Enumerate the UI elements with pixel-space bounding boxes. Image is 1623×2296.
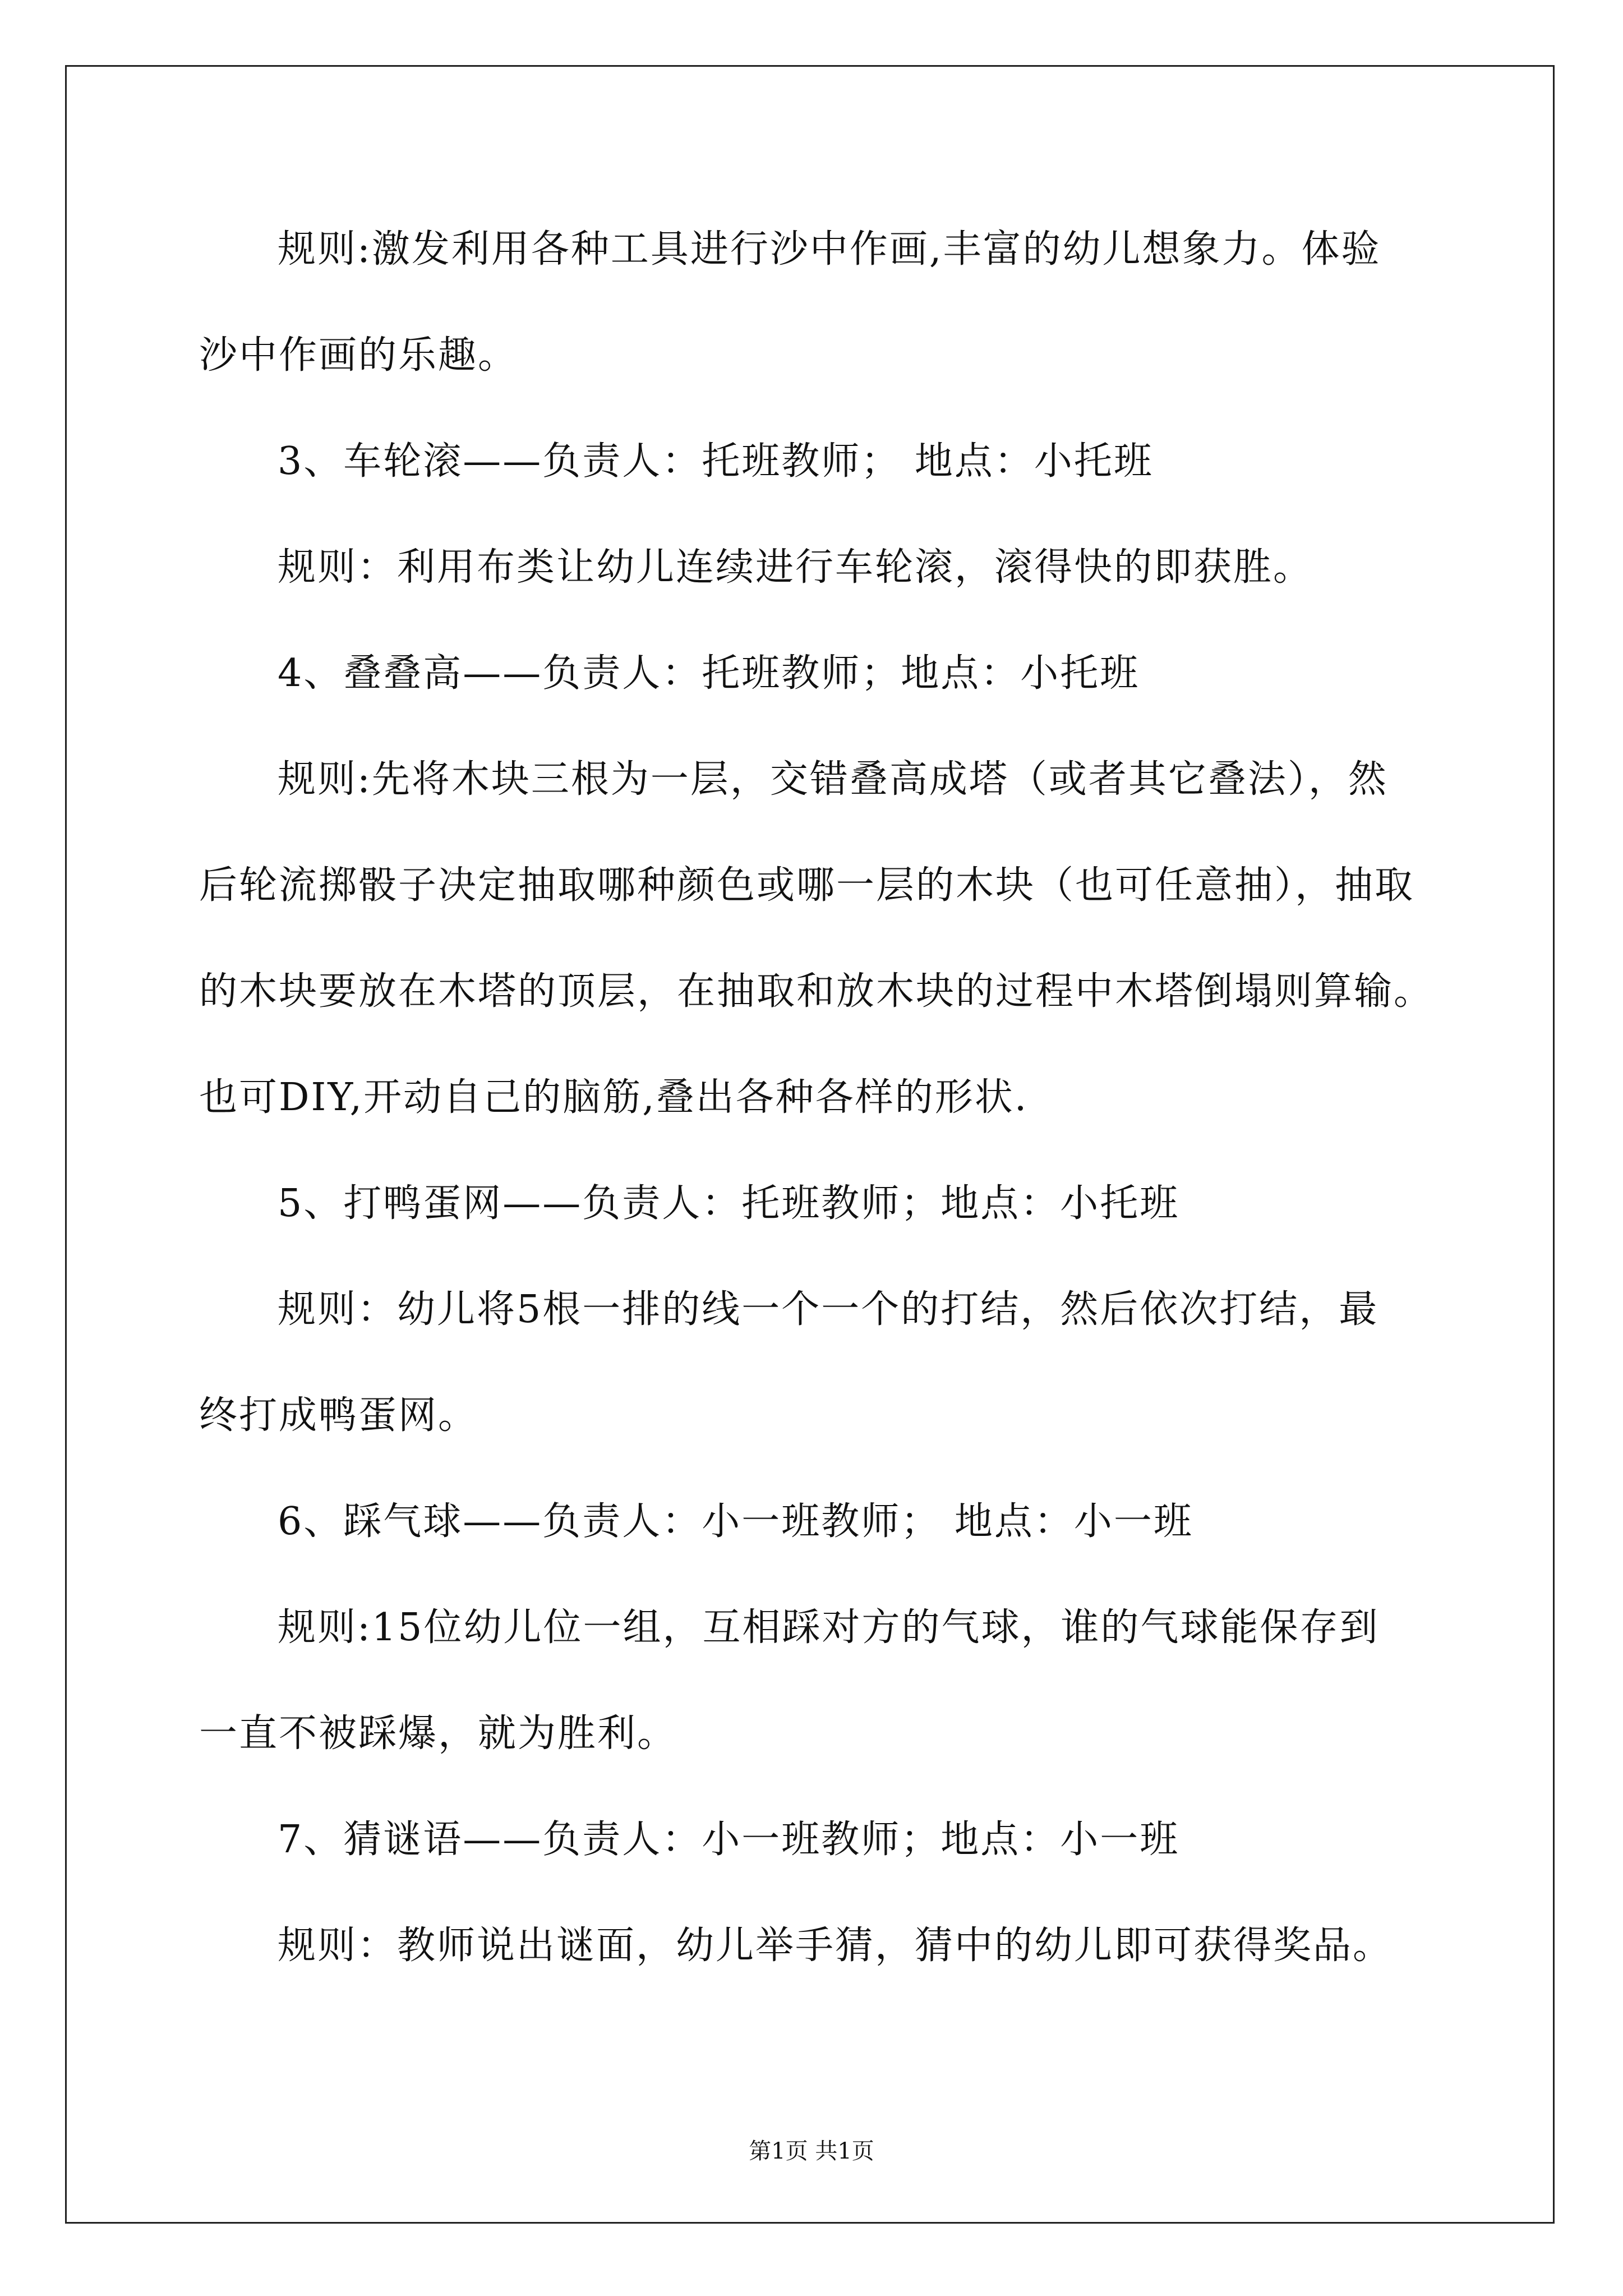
paragraph-line: 规则:激发利用各种工具进行沙中作画,丰富的幼儿想象力。体验 [278, 227, 1381, 272]
paragraph-line: 的木块要放在木塔的顶层，在抽取和放木块的过程中木塔倒塌则算输。 [199, 969, 1434, 1014]
paragraph-line: 规则：幼儿将5根一排的线一个一个的打结，然后依次打结，最 [278, 1287, 1379, 1332]
activity-heading: 6、踩气球——负责人：小一班教师； 地点：小一班 [278, 1499, 1193, 1544]
activity-heading: 5、打鸭蛋网——负责人：托班教师；地点：小托班 [278, 1181, 1180, 1226]
paragraph-line: 也可DIY,开动自己的脑筋,叠出各种各样的形状. [199, 1075, 1029, 1120]
paragraph-line: 一直不被踩爆，就为胜利。 [199, 1711, 677, 1756]
paragraph-line: 沙中作画的乐趣。 [199, 333, 518, 378]
paragraph-line: 规则:先将木块三根为一层，交错叠高成塔（或者其它叠法），然 [278, 757, 1388, 802]
paragraph-line: 终打成鸭蛋网。 [199, 1393, 478, 1438]
paragraph-line: 规则：利用布类让幼儿连续进行车轮滚，滚得快的即获胜。 [278, 545, 1313, 590]
paragraph-line: 规则：教师说出谜面，幼儿举手猜，猜中的幼儿即可获得奖品。 [278, 1924, 1393, 1968]
paragraph-line: 规则:15位幼儿位一组，互相踩对方的气球，谁的气球能保存到 [278, 1605, 1380, 1650]
activity-heading: 4、叠叠高——负责人：托班教师；地点：小托班 [278, 651, 1140, 696]
activity-heading: 7、猜谜语——负责人：小一班教师；地点：小一班 [278, 1818, 1180, 1862]
paragraph-line: 后轮流掷骰子决定抽取哪种颜色或哪一层的木块（也可任意抽），抽取 [199, 863, 1415, 908]
activity-heading: 3、车轮滚——负责人：托班教师； 地点：小托班 [278, 439, 1154, 484]
page-footer: 第1页 共1页 [749, 2138, 874, 2164]
document-body [199, 202, 1472, 2004]
